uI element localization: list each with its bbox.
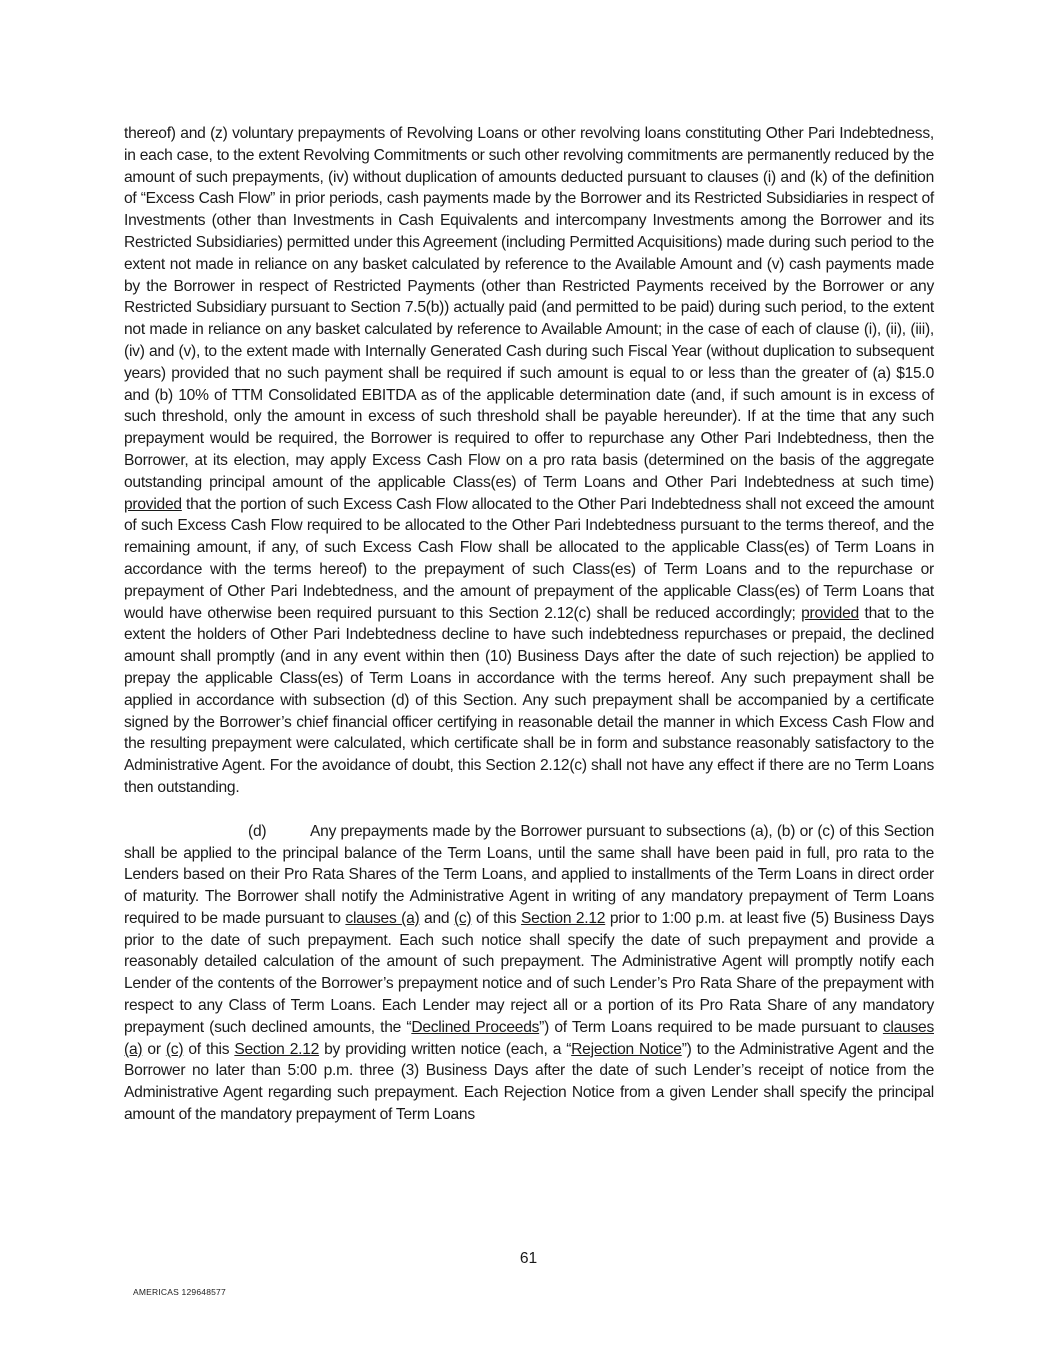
cross-reference-clauses-a: clauses (a)	[345, 909, 420, 927]
cross-reference-clauses-a: clauses (a)	[124, 1018, 934, 1058]
defined-term-provided: provided	[801, 604, 859, 622]
text-segment: that the portion of such Excess Cash Flow allocated to the Other Pari Indebtedness shall not exceed the amount of such Excess Cash Flow required to be allocated to the Other Pari Indebtedness pursuant to the terms thereof, and the remaining amount, if any, of such Excess Cash Flow shall be allocated to the applicable Class(es) of Term Loans in accordance with the terms hereof) to the prepayment of such Class(es) of Term Loans and to the repurchase or prepayment of Other Pari Indebtedness, and the amount of prepayment of the applicable Class(es) of Term Loans that would have otherwise been required pursuant to this Section 2.12(c) shall be reduced accordingly;	[124, 495, 934, 622]
defined-term-provided: provided	[124, 495, 182, 513]
text-segment: of this	[183, 1040, 235, 1058]
paragraph-subsection-d	[124, 821, 934, 1126]
text-segment: prior to 1:00 p.m. at least five (5) Business Days prior to the date of such prepayment. Each such notice shall specify the date of such prepayment and provide a reasonably detailed calculation of the amount of such prepayment. The Administrative Agent will promptly notify each Lender of the contents of the Borrower’s prepayment notice and of such Lender’s Pro Rata Share of the prepayment with respect to any Class of Term Loans. Each Lender may reject all or a portion of its Pro Rata Share of any mandatory prepayment (such declined amounts, the “	[124, 909, 934, 1036]
defined-term-rejection-notice: Rejection Notice	[571, 1040, 682, 1058]
cross-reference-c: (c)	[453, 909, 472, 927]
page-number: 61	[519, 1250, 538, 1267]
cross-reference-section: Section 2.12	[520, 909, 606, 927]
text-segment: Any prepayments made by the Borrower pursuant to subsections (a), (b) or (c) of this Section shall be applied to the principal balance of the Term Loans, until the same shall have been paid in full, pro rata to the Lenders based on their Pro Rata Shares of the Term Loans, and applied to installments of the Term Loans in direct order of maturity. The Borrower shall notify the Administrative Agent in writing of any mandatory prepayment of Term Loans required to be made pursuant to	[124, 822, 934, 927]
text-segment: ”) of Term Loans required to be made pursuant to	[539, 1018, 883, 1036]
text-segment: of this	[471, 909, 521, 927]
underlined-semicolon: ;	[657, 321, 662, 339]
cross-reference-c: (c)	[165, 1040, 184, 1058]
text-segment: by providing written notice (each, a “	[319, 1040, 572, 1058]
text-segment: and	[419, 909, 454, 927]
text-segment: that to the extent the holders of Other Pari Indebtedness decline to have such indebtedness repurchases or prepaid, the declined amount shall promptly (and in any event within then (10) Business Days after the date of such rejection) be applied to prepay the applicable Class(es) of Term Loans in accordance with the terms hereof. Any such prepayment shall be applied in accordance with subsection (d) of this Section. Any such prepayment shall be accompanied by a certificate signed by the Borrower’s chief financial officer certifying in reasonable detail the manner in which Excess Cash Flow and the resulting prepayment were calculated, which certificate shall be in form and substance reasonably satisfactory to the Administrative Agent. For the avoidance of doubt, this Section 2.12(c) shall not have any effect if there are no Term Loans then outstanding.	[124, 604, 934, 796]
text-segment: ”) to the Administrative Agent and the Borrower no later than 5:00 p.m. three (3) Business Days after the date of such Lender’s receipt of notice from the Administrative Agent regarding such prepayment. Each Rejection Notice from a given Lender shall specify the principal amount of the mandatory prepayment of Term Loans	[124, 1040, 934, 1124]
text-segment: in the case of each of clause (i), (ii), (iii), (iv) and (v), to the extent made with Internally Generated Cash during such Fiscal Year (without duplication to subsequent years) provided that no such payment shall be required if such amount is equal to or less than the greater of (a) $15.0 and (b) 10% of TTM Consolidated EBITDA as of the applicable determination date (and, if such amount is in excess of such threshold, only the amount in excess of such threshold shall be payable hereunder). If at the time that any such prepayment would be required, the Borrower is required to offer to repurchase any Other Pari Indebtedness, then the Borrower, at its election, may apply Excess Cash Flow on a pro rata basis (determined on the basis of the aggregate outstanding principal amount of the applicable Class(es) of Term Loans and Other Pari Indebtedness at such time)	[124, 321, 934, 491]
defined-term-declined-proceeds: Declined Proceeds	[411, 1018, 540, 1036]
text-segment: thereof) and (z) voluntary prepayments of Revolving Loans or other revolving loans constituting Other Pari Indebtedness, in each case, to the extent Revolving Commitments or such other revolving commitments are permanently reduced by the amount of such prepayments, (iv) without duplication of amounts deducted pursuant to clauses (i) and (k) of the definition of “Excess Cash Flow” in prior periods, cash payments made by the Borrower and its Restricted Subsidiaries in respect of Investments (other than Investments in Cash Equivalents and intercompany Investments among the Borrower and its Restricted Subsidiaries) permitted under this Agreement (including Permitted Acquisitions) made during such period to the extent not made in reliance on any basket calculated by reference to the Available Amount and (v) cash payments made by the Borrower in respect of Restricted Payments (other than Restricted Payments received by the Borrower or any Restricted Subsidiary pursuant to Section 7.5(b)) actually paid (and permitted to be paid) during such period, to the extent not made in reliance on any basket calculated by reference to Available Amount	[124, 125, 934, 339]
text-segment: or	[142, 1040, 166, 1058]
cross-reference-section: Section 2.12	[234, 1040, 320, 1058]
document-id-footer: AMERICAS 129648577	[133, 1287, 226, 1297]
paragraph-excess-cash-flow	[124, 123, 934, 799]
subsection-label: (d)	[248, 822, 267, 840]
body-text	[124, 123, 934, 1126]
